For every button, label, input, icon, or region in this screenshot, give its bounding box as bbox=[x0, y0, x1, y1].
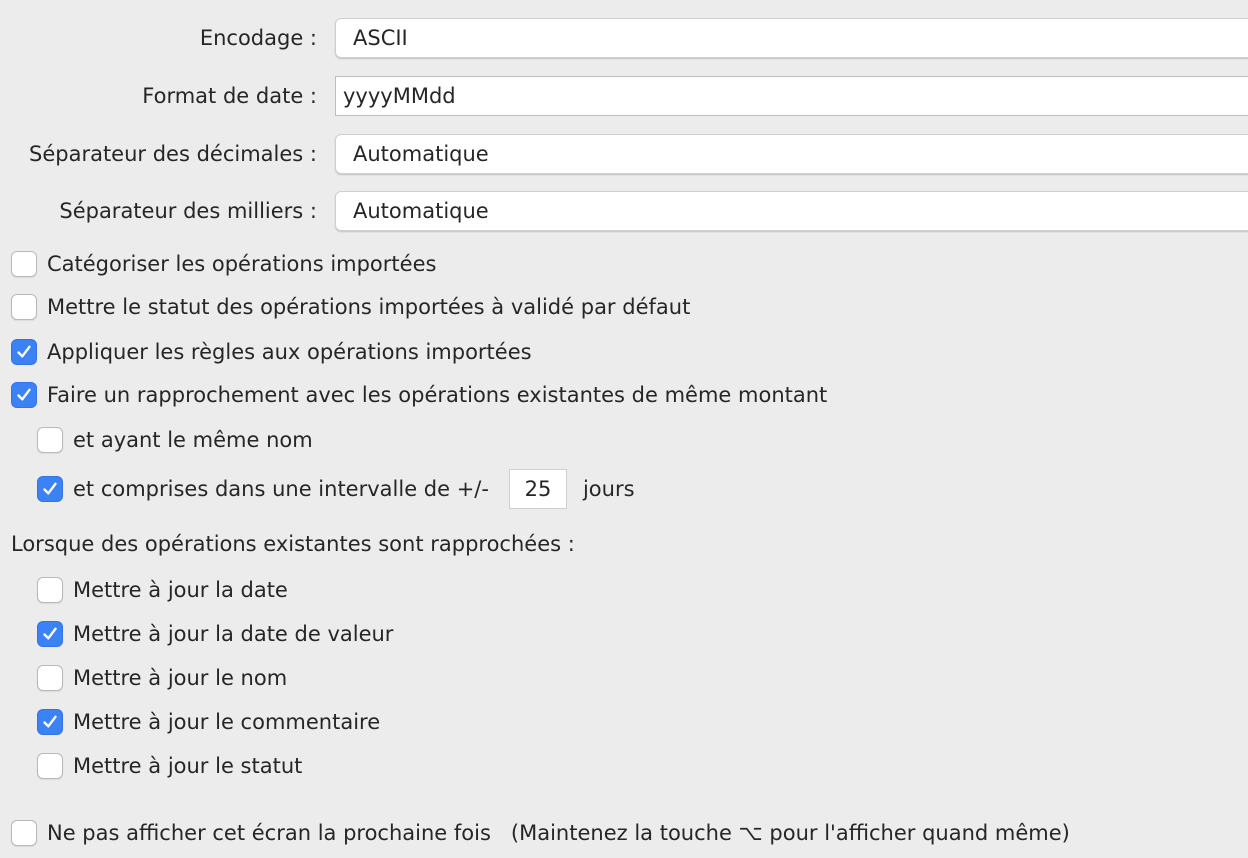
option-validate-status[interactable] bbox=[11, 291, 690, 323]
checkbox-unchecked-icon[interactable] bbox=[37, 753, 63, 779]
encoding-row bbox=[0, 18, 1248, 58]
date-format-label: Format de date : bbox=[142, 84, 317, 108]
option-apply-rules[interactable] bbox=[11, 336, 532, 368]
option-categorize-label: Catégoriser les opérations importées bbox=[47, 252, 437, 276]
checkbox-unchecked-icon[interactable] bbox=[11, 820, 37, 846]
thousands-separator-row bbox=[0, 191, 1248, 231]
option-interval-label: et comprises dans une intervalle de +/- bbox=[73, 477, 489, 501]
option-interval bbox=[37, 469, 635, 509]
update-value-date[interactable] bbox=[37, 618, 393, 650]
date-format-row bbox=[0, 76, 1248, 116]
checkbox-checked-icon[interactable] bbox=[11, 382, 37, 408]
checkmark-icon bbox=[41, 480, 59, 498]
date-format-field[interactable]: yyyyMMdd bbox=[335, 76, 1248, 116]
interval-days-field[interactable]: 25 bbox=[509, 469, 567, 509]
footer-hint: (Maintenez la touche ⌥ pour l'afficher quand même) bbox=[510, 821, 1070, 845]
update-date[interactable] bbox=[37, 574, 288, 606]
interval-days-unit: jours bbox=[582, 477, 635, 501]
update-comment-label: Mettre à jour le commentaire bbox=[73, 710, 381, 734]
update-status-label: Mettre à jour le statut bbox=[73, 754, 303, 778]
checkbox-unchecked-icon[interactable] bbox=[37, 427, 63, 453]
checkmark-icon bbox=[15, 343, 33, 361]
footer-dont-show-label: Ne pas afficher cet écran la prochaine fois bbox=[47, 821, 491, 845]
checkmark-icon bbox=[41, 713, 59, 731]
footer-dont-show[interactable] bbox=[11, 817, 1070, 849]
decimal-separator-row bbox=[0, 134, 1248, 174]
update-name[interactable] bbox=[37, 662, 287, 694]
decimal-separator-label: Séparateur des décimales : bbox=[29, 142, 317, 166]
update-date-label: Mettre à jour la date bbox=[73, 578, 288, 602]
checkbox-checked-icon[interactable] bbox=[37, 621, 63, 647]
update-status[interactable] bbox=[37, 750, 302, 782]
checkbox-checked-icon[interactable] bbox=[37, 476, 63, 502]
thousands-separator-popup[interactable]: Automatique bbox=[335, 191, 1248, 231]
checkmark-icon bbox=[41, 625, 59, 643]
checkbox-unchecked-icon[interactable] bbox=[11, 294, 37, 320]
option-apply-rules-label: Appliquer les règles aux opérations importées bbox=[47, 340, 532, 364]
thousands-separator-label: Séparateur des milliers : bbox=[59, 199, 317, 223]
update-value-date-label: Mettre à jour la date de valeur bbox=[73, 622, 394, 646]
when-matched-title: Lorsque des opérations existantes sont rapprochées : bbox=[11, 532, 575, 556]
checkmark-icon bbox=[15, 386, 33, 404]
checkbox-unchecked-icon[interactable] bbox=[37, 577, 63, 603]
update-name-label: Mettre à jour le nom bbox=[73, 666, 288, 690]
checkbox-unchecked-icon[interactable] bbox=[37, 665, 63, 691]
checkbox-checked-icon[interactable] bbox=[37, 709, 63, 735]
option-reconcile[interactable] bbox=[11, 379, 827, 411]
update-comment[interactable] bbox=[37, 706, 380, 738]
option-reconcile-label: Faire un rapprochement avec les opérations existantes de même montant bbox=[47, 383, 828, 407]
encoding-popup[interactable]: ASCII bbox=[335, 18, 1248, 58]
checkbox-unchecked-icon[interactable] bbox=[11, 251, 37, 277]
option-same-name-label: et ayant le même nom bbox=[73, 428, 313, 452]
decimal-separator-popup[interactable]: Automatique bbox=[335, 134, 1248, 174]
checkbox-checked-icon[interactable] bbox=[11, 339, 37, 365]
option-validate-status-label: Mettre le statut des opérations importées à validé par défaut bbox=[47, 295, 691, 319]
encoding-label: Encodage : bbox=[199, 26, 317, 50]
option-categorize[interactable] bbox=[11, 248, 436, 280]
option-same-name[interactable] bbox=[37, 424, 313, 456]
